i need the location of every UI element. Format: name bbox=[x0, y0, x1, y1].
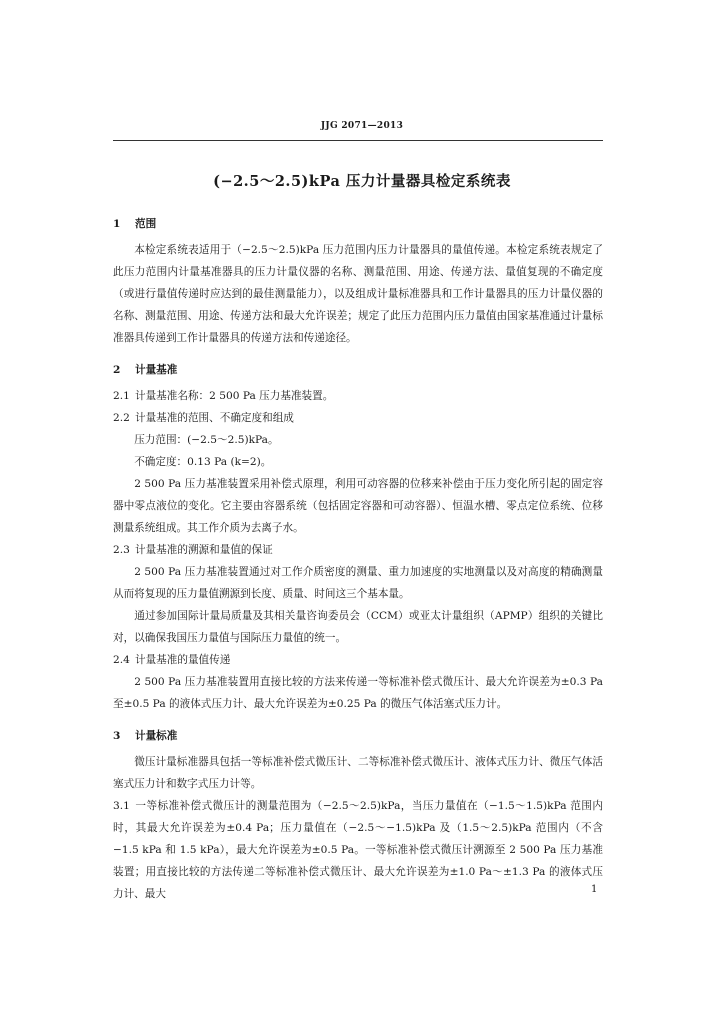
subsection-number: 2.2 bbox=[113, 412, 130, 424]
paragraph: 2 500 Pa 压力基准装置用直接比较的方法来传递一等标准补偿式微压计、最大允许误差为±0.3 Pa 至±0.5 Pa 的液体式压力计、最大允许误差为±0.25 Pa 的微压气体活塞式压力计。 bbox=[113, 676, 603, 710]
pressure-range: 压力范围：(−2.5～2.5)kPa。 bbox=[134, 434, 279, 446]
subsection bbox=[113, 407, 603, 429]
paragraph: 本检定系统表适用于（−2.5～2.5)kPa 压力范围内压力计量器具的量值传递。本检定系统表规定了此压力范围内计量基准器具的压力计量仪器的名称、测量范围、用途、传递方法、量值复现的不确定度（或进行量值传递时应达到的最佳测量能力），以及组成计量标准器具和工作计量器具的压力计量仪器的名称、测量范围、用途、传递方法和最大允许误差；规定了此压力范围内压力量值由国家基准通过计量标准器具传递到工作计量器具的传递方法和传递途径。 bbox=[113, 244, 603, 344]
section-heading bbox=[113, 213, 603, 235]
subsection-number: 3.1 bbox=[113, 800, 130, 812]
subsection-text: 计量基准的量值传递 bbox=[135, 654, 231, 666]
header-divider bbox=[113, 140, 603, 141]
page-number: 1 bbox=[591, 884, 598, 895]
subsection-number: 2.4 bbox=[113, 654, 130, 666]
paragraph: 通过参加国际计量局质量及其相关量咨询委员会（CCM）或亚太计量组织（APMP）组织的关键比对，以确保我国压力量值与国际压力量值的统一。 bbox=[113, 610, 603, 644]
section-number: 2 bbox=[113, 364, 121, 376]
uncertainty: 不确定度：0.13 Pa (k=2)。 bbox=[134, 456, 272, 468]
section-title: 计量基准 bbox=[135, 364, 178, 376]
subsection-text: 计量基准的溯源和量值的保证 bbox=[135, 544, 273, 556]
section-number: 1 bbox=[113, 218, 121, 230]
subsection-text: 计量基准的范围、不确定度和组成 bbox=[135, 412, 294, 424]
section-heading bbox=[113, 359, 603, 381]
section-heading bbox=[113, 725, 603, 747]
section-title: 计量标准 bbox=[135, 730, 178, 742]
subsection-text: 计量基准名称：2 500 Pa 压力基准装置。 bbox=[135, 390, 334, 402]
page-title: (−2.5～2.5)kPa 压力计量器具检定系统表 bbox=[213, 173, 511, 190]
subsection-number: 2.3 bbox=[113, 544, 130, 556]
subsection-number: 2.1 bbox=[113, 390, 130, 402]
section-title: 范围 bbox=[135, 218, 157, 230]
subsection-text: 一等标准补偿式微压计的测量范围为（−2.5～2.5)kPa，当压力量值在（−1.5～1.5)kPa 范围内时，其最大允许误差为±0.4 Pa；压力量值在（−2.5～−1.5)kPa 及（1.5～2.5)kPa 范围内（不含−1.5 kPa 和 1.5 kPa），最大允许误差为±0.5 Pa。一等标准补偿式微压计溯源至 2 500 Pa 压力基准装置；用直接比较的方法传递二等标准补偿式微压计、最大允许误差为±1.0 Pa～±1.3 Pa 的液体式压力计、最大 bbox=[113, 800, 603, 900]
paragraph: 微压计量标准器具包括一等标准补偿式微压计、二等标准补偿式微压计、液体式压力计、微压气体活塞式压力计和数字式压力计等。 bbox=[113, 756, 603, 790]
standard-code: JJG 2071—2013 bbox=[320, 121, 404, 131]
paragraph: 2 500 Pa 压力基准装置采用补偿式原理，利用可动容器的位移来补偿由于压力变化所引起的固定容器中零点液位的变化。它主要由容器系统（包括固定容器和可动容器）、恒温水槽、零点定位系统、位移测量系统组成。其工作介质为去离子水。 bbox=[113, 478, 603, 534]
subsection bbox=[113, 539, 603, 561]
subsection bbox=[113, 385, 603, 407]
paragraph: 2 500 Pa 压力基准装置通过对工作介质密度的测量、重力加速度的实地测量以及对高度的精确测量从而将复现的压力量值溯源到长度、质量、时间这三个基本量。 bbox=[113, 566, 603, 600]
subsection bbox=[113, 649, 603, 671]
section-number: 3 bbox=[113, 730, 121, 742]
subsection bbox=[113, 795, 603, 905]
document-body bbox=[113, 213, 603, 905]
